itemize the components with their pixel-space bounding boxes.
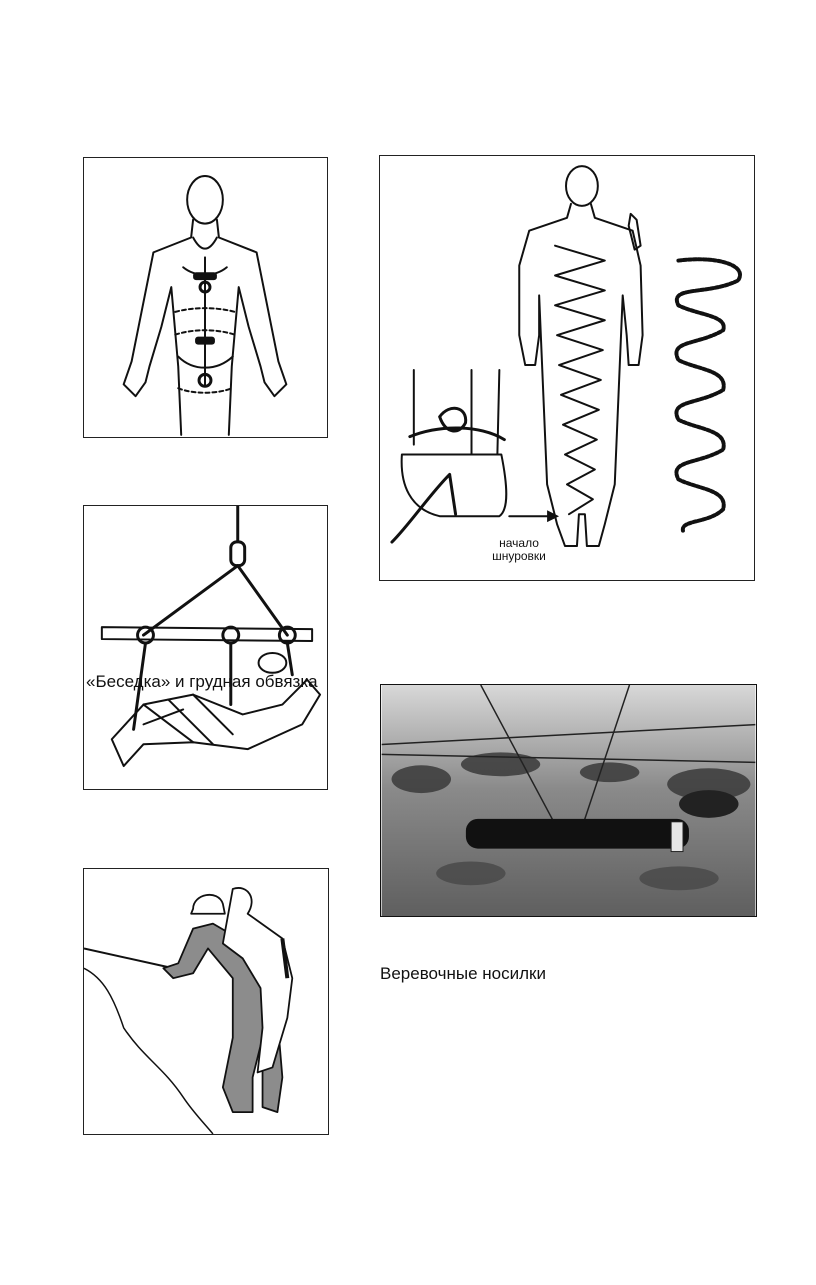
river-photo [380, 684, 757, 917]
rescuer-back-carry-illustration [84, 869, 328, 1134]
stretcher-caption: Веревочные носилки [380, 964, 546, 983]
suspended-victim-on-pole-illustration [84, 506, 327, 789]
person-in-harness-illustration [84, 158, 327, 437]
lacing-start-label [479, 537, 559, 563]
lacing-start-label-line1: начало [499, 536, 539, 550]
rope-stretcher-river-crossing-photo [381, 685, 756, 916]
lacing-figure [379, 155, 755, 581]
harness-caption: «Беседка» и грудная обвязка [86, 672, 318, 691]
harness-figure [83, 157, 328, 438]
sling-figure [83, 505, 328, 790]
rope-stretcher-lacing-illustration [380, 156, 754, 580]
carry-figure [83, 868, 329, 1135]
lacing-start-label-line2: шнуровки [492, 549, 546, 563]
